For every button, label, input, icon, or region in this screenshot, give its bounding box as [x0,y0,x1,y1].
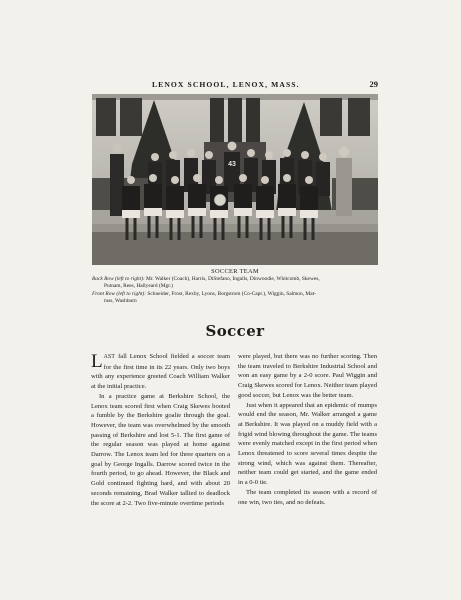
team-photo [92,94,378,265]
running-header [92,80,378,94]
photo-caption-title: SOCCER TEAM [211,268,259,275]
back-row-names-line1: Mr. Walker (Coach), Harris, DiStefano, Ingalls, Dinwoodie, Whitcomb, Skewes, [144,276,320,282]
paragraph-text: fall Lenox School fielded a soccer team for the first time in its 22 years. Only two boys with any experience greeted Coach William Walker at the initial practice. [91,353,230,391]
page-number: 29 [369,79,378,89]
article-column-right [238,352,377,507]
section-heading: Soccer [205,322,265,340]
article-paragraph: In a practice game at Berkshire School, the Lenox team scored first when Craig Skewes booted a fumble by the Berkshire goalie through the goal. However, the team was overwhelmed by the smooth passing of Berkshire and lost 5-1. The first game of the regular season was played at home against Darrow. The Lenox team led for three quarters on a goal by George Ingalls. Darrow scored twice in the fourth period, to go ahead. However, the Black and Gold continued fighting hard, and with about 20 seconds remaining, Brad Walker tallied to deadlock the score at 2-2. Two five-minute overtime periods [91,392,230,507]
drop-cap: L [91,351,103,372]
article-paragraph: were played, but there was no further scoring. Then the team traveled to Berkshire Industrial School and won an easy game by a 2-0 score. Paul Wiggin and Craig Skewes scored for Lenox. Neither team played good soccer, but Lenox was the better team. [238,353,377,399]
lead-word: AST [103,354,116,360]
article-paragraph [91,352,230,392]
jersey-number: 43 [228,161,236,168]
article-paragraph: Just when it appeared that an epidemic of mumps would end the season, Mr. Walker arranged a game at Berkshire. It was played on a muddy field with a frigid wind blowing throughout the game. The teams were evenly matched except in the first period when Lenox threatened to score several times despite the strong wind, which was against them. Thereafter, neither team could get started, and the game ended in a 0-0 tie. [238,401,377,487]
team-photo-illustration [92,94,378,265]
back-row-label: Back Row (left to right): [92,276,145,282]
running-title: LENOX SCHOOL, LENOX, MASS. [152,80,300,89]
article-paragraph: The team completed its season with a record of one win, two ties, and no defeats. [238,488,377,506]
front-row-label: Front Row (left to right): [92,290,147,297]
front-row-names-line2: tuss, Washburn [104,298,137,305]
back-row-names-line2: Putnam, Rees, Hallyeard (Mgr.) [104,283,173,290]
photo-caption [92,276,378,306]
article-column-left [91,352,230,508]
front-row-names-line1: Schneider, Frost, Rexby, Lyons, Borgstrom (Co-Capt.), Wiggin, Salmon, Mat- [146,290,316,297]
